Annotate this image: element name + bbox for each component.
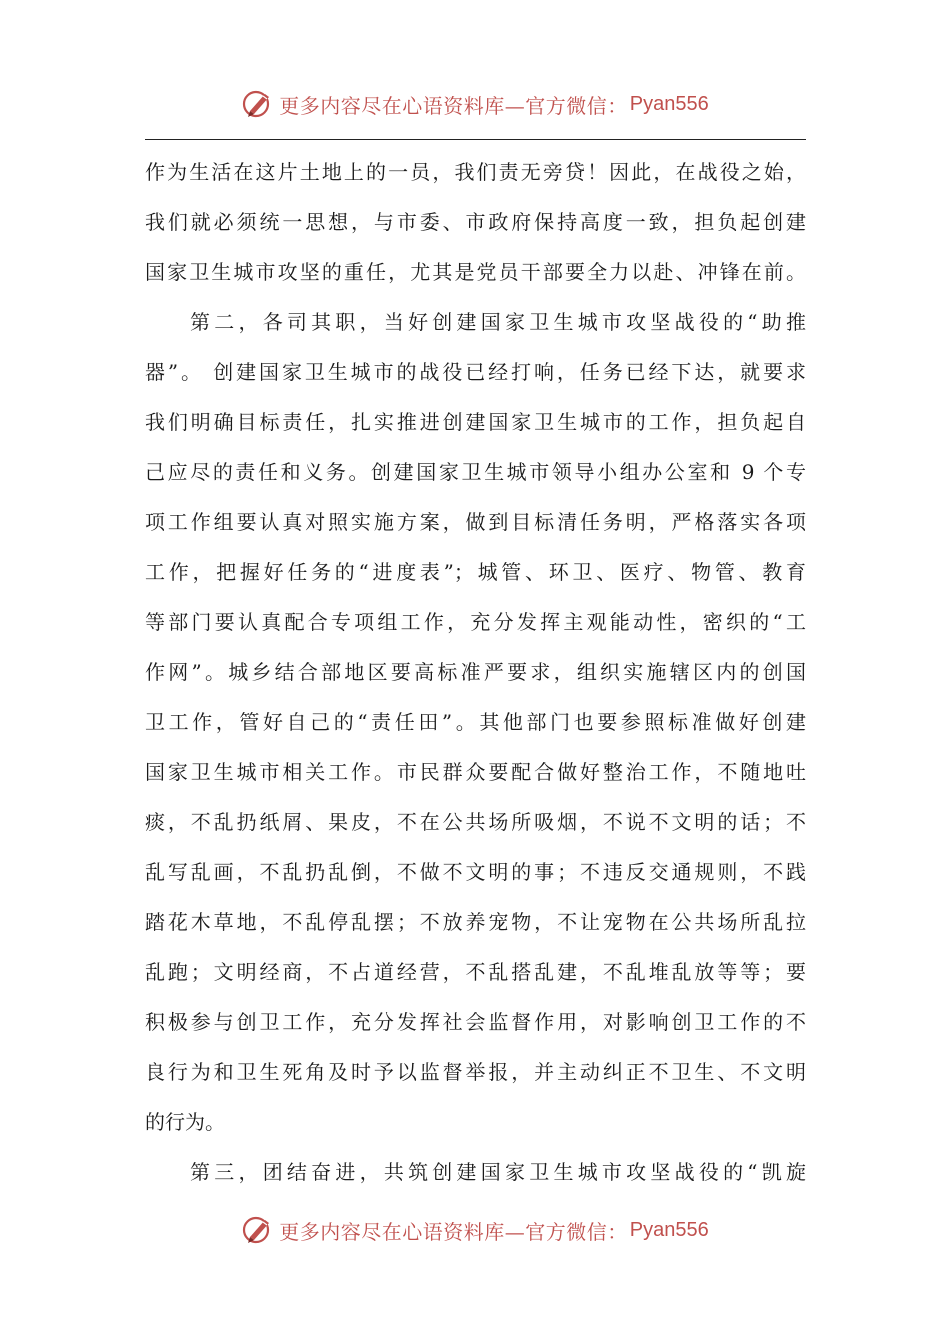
body-line-16: 踏花木草地，不乱停乱摆；不放养宠物，不让宠物在公共场所乱拉 <box>145 910 806 934</box>
body-line-19: 良行为和卫生死角及时予以监督举报，并主动纠正不卫生、不文明 <box>145 1060 806 1084</box>
body-line-1: 作为生活在这片土地上的一员，我们责无旁贷！因此，在战役之始， <box>145 160 806 184</box>
body-line-17: 乱跑；文明经商，不占道经营，不乱搭乱建，不乱堆乱放等等；要 <box>145 960 806 984</box>
body-line-15: 乱写乱画，不乱扔乱倒，不做不文明的事；不违反交通规则，不践 <box>145 860 806 884</box>
body-line-7: 己应尽的责任和义务。创建国家卫生城市领导小组办公室和 9 个专 <box>145 460 806 484</box>
pen-logo-icon <box>241 1213 275 1247</box>
footer-wechat-id: Pyan556 <box>629 1218 709 1241</box>
header-banner <box>0 84 950 124</box>
body-line-12: 卫工作，管好自己的“责任田”。其他部门也要参照标准做好创建 <box>145 710 806 734</box>
body-line-5: 器”。 创建国家卫生城市的战役已经打响，任务已经下达，就要求 <box>145 360 806 384</box>
body-line-9: 工作，把握好任务的“进度表”；城管、环卫、医疗、物管、教育 <box>145 560 806 584</box>
body-line-21: 第三，团结奋进，共筑创建国家卫生城市攻坚战役的“凯旋 <box>190 1160 806 1184</box>
body-line-6: 我们明确目标责任，扎实推进创建国家卫生城市的工作，担负起自 <box>145 410 806 434</box>
body-line-4: 第二，各司其职，当好创建国家卫生城市攻坚战役的“助推 <box>190 310 806 334</box>
body-line-10: 等部门要认真配合专项组工作，充分发挥主观能动性，密织的“工 <box>145 610 806 634</box>
pen-logo-icon <box>241 87 275 121</box>
body-line-3: 国家卫生城市攻坚的重任，尤其是党员干部要全力以赴、冲锋在前。 <box>145 260 806 284</box>
header-divider <box>145 139 806 140</box>
footer-banner-text: 更多内容尽在心语资料库—官方微信： <box>279 1219 628 1244</box>
footer-banner <box>0 1210 950 1250</box>
body-line-11: 作网”。城乡结合部地区要高标准严要求，组织实施辖区内的创国 <box>145 660 806 684</box>
body-text <box>145 147 806 1197</box>
body-line-18: 积极参与创卫工作，充分发挥社会监督作用，对影响创卫工作的不 <box>145 1010 806 1034</box>
body-line-2: 我们就必须统一思想，与市委、市政府保持高度一致，担负起创建 <box>145 210 806 234</box>
header-wechat-id: Pyan556 <box>629 92 709 115</box>
body-line-13: 国家卫生城市相关工作。市民群众要配合做好整治工作，不随地吐 <box>145 760 806 784</box>
body-line-20: 的行为。 <box>145 1110 225 1134</box>
body-line-14: 痰，不乱扔纸屑、果皮，不在公共场所吸烟，不说不文明的话；不 <box>145 810 806 834</box>
header-banner-text: 更多内容尽在心语资料库—官方微信： <box>279 93 628 118</box>
body-line-8: 项工作组要认真对照实施方案，做到目标清任务明，严格落实各项 <box>145 510 806 534</box>
